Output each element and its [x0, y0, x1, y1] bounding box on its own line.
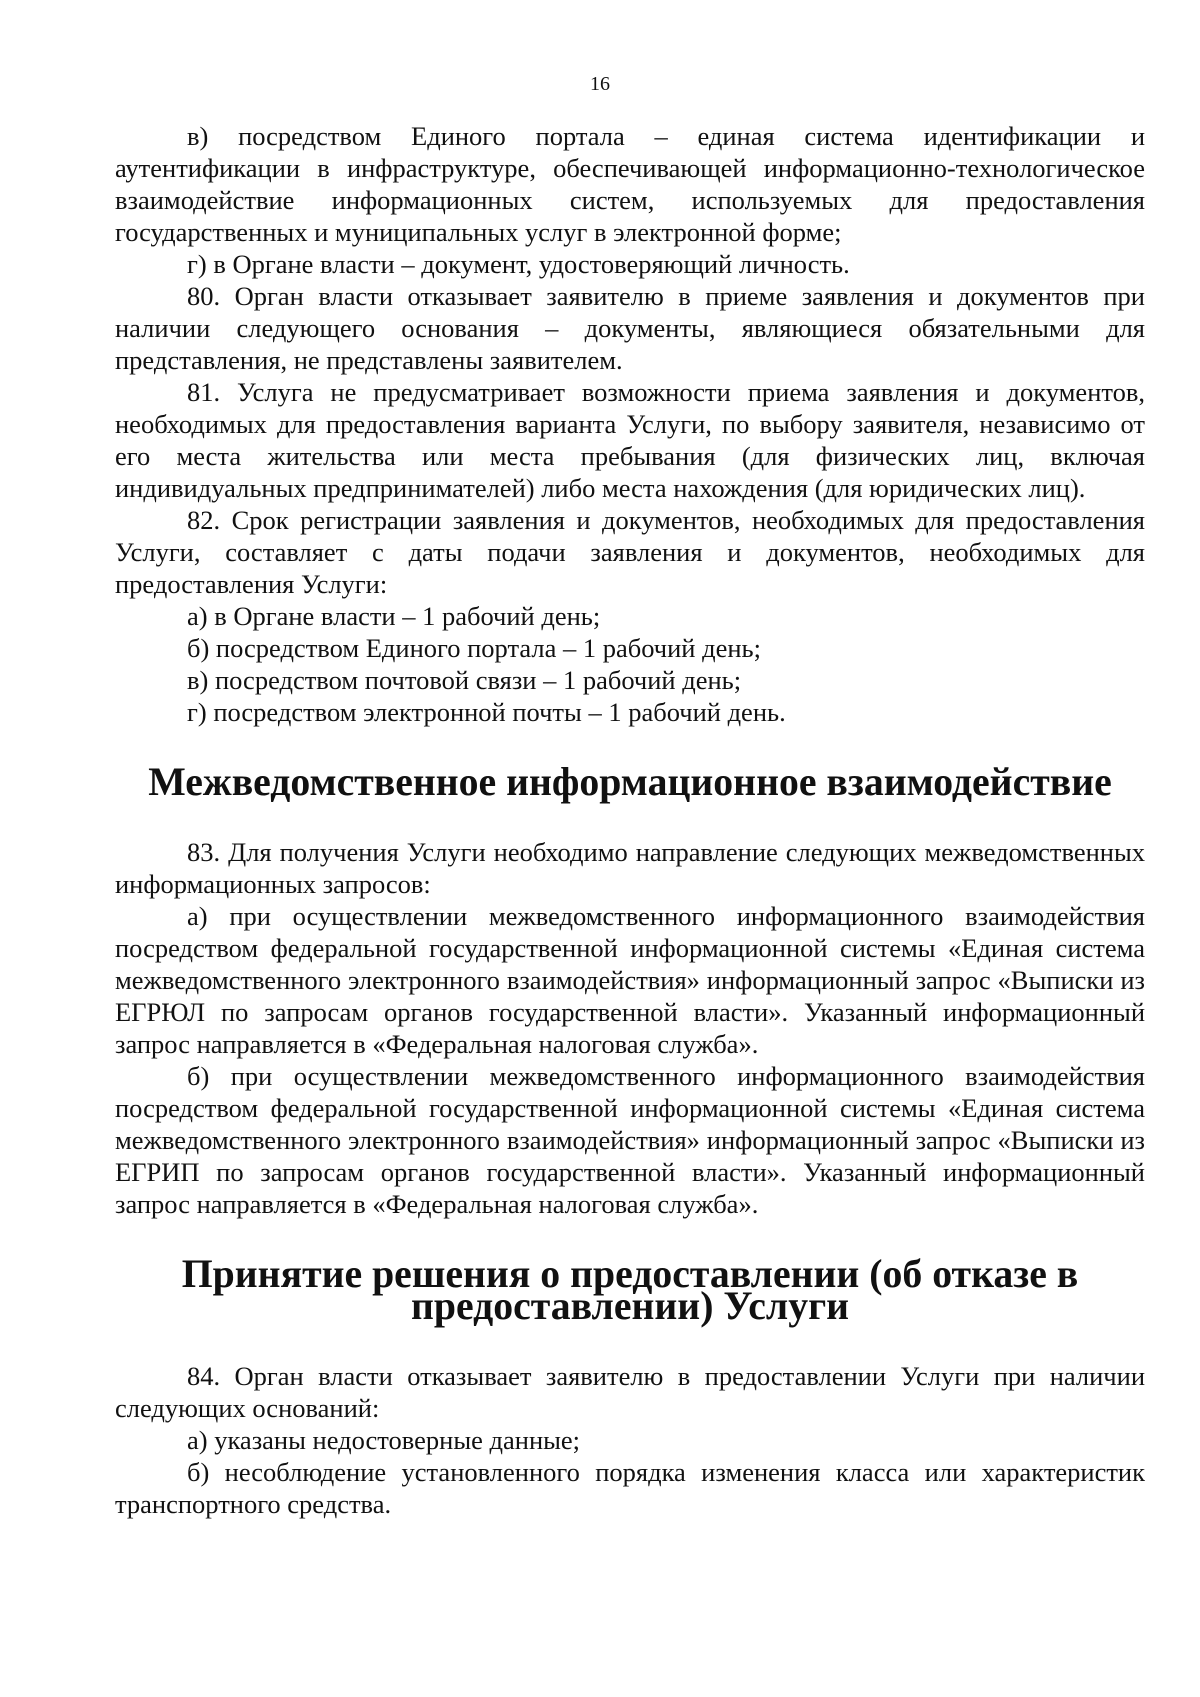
- paragraph-84: 84. Орган власти отказывает заявителю в предоставлении Услуги при наличии следующих оснований:: [115, 1361, 1145, 1423]
- paragraph-83-a: а) при осуществлении межведомственного информационного взаимодействия посредством федеральной государственной информационной системы «Единая система межведомственного электронного взаимодействия» информационный запрос «Выписки из ЕГРЮЛ по запросам органов государственной власти». Указанный информационный запрос направляется в «Федеральная налоговая служба».: [115, 901, 1145, 1059]
- paragraph-84-a: а) указаны недостоверные данные;: [187, 1425, 581, 1455]
- paragraph-84-b: б) несоблюдение установленного порядка изменения класса или характеристик транспортного средства.: [115, 1457, 1145, 1519]
- section-heading-decision: Принятие решения о предоставлении (об отказе в предоставлении) Услуги: [181, 1252, 1079, 1328]
- paragraph-81: 81. Услуга не предусматривает возможности приема заявления и документов, необходимых для предоставления варианта Услуги, по выбору заявителя, независимо от его места жительства или места пребывания (для физических лиц, включая индивидуальных предпринимателей) либо места нахождения (для юридических лиц).: [115, 377, 1145, 503]
- section-heading-interagency: Межведомственное информационное взаимодействие: [148, 760, 1112, 804]
- paragraph-82-a: а) в Органе власти – 1 рабочий день;: [187, 601, 601, 631]
- paragraph-80: 80. Орган власти отказывает заявителю в приеме заявления и документов при наличии следующего основания – документы, являющиеся обязательными для представления, не представлены заявителем.: [115, 281, 1145, 375]
- paragraph-82-g: г) посредством электронной почты – 1 рабочий день.: [187, 697, 786, 727]
- paragraph-82: 82. Срок регистрации заявления и документов, необходимых для предоставления Услуги, составляет с даты подачи заявления и документов, необходимых для предоставления Услуги:: [115, 505, 1145, 599]
- paragraph-item-v-portal: в) посредством Единого портала – единая система идентификации и аутентификации в инфраструктуре, обеспечивающей информационно-технологическое взаимодействие информационных систем, используемых для предоставления государственных и муниципальных услуг в электронной форме;: [115, 121, 1145, 247]
- paragraph-item-g-organ: г) в Органе власти – документ, удостоверяющий личность.: [187, 249, 850, 279]
- paragraph-83: 83. Для получения Услуги необходимо направление следующих межведомственных информационных запросов:: [115, 837, 1145, 899]
- paragraph-82-b: б) посредством Единого портала – 1 рабочий день;: [187, 633, 761, 663]
- paragraph-83-b: б) при осуществлении межведомственного информационного взаимодействия посредством федеральной государственной информационной системы «Единая система межведомственного электронного взаимодействия» информационный запрос «Выписки из ЕГРИП по запросам органов государственной власти». Указанный информационный запрос направляется в «Федеральная налоговая служба».: [115, 1061, 1145, 1219]
- paragraph-82-v: в) посредством почтовой связи – 1 рабочий день;: [187, 665, 742, 695]
- document-body: [115, 120, 1145, 1520]
- page-number: 16: [590, 73, 610, 95]
